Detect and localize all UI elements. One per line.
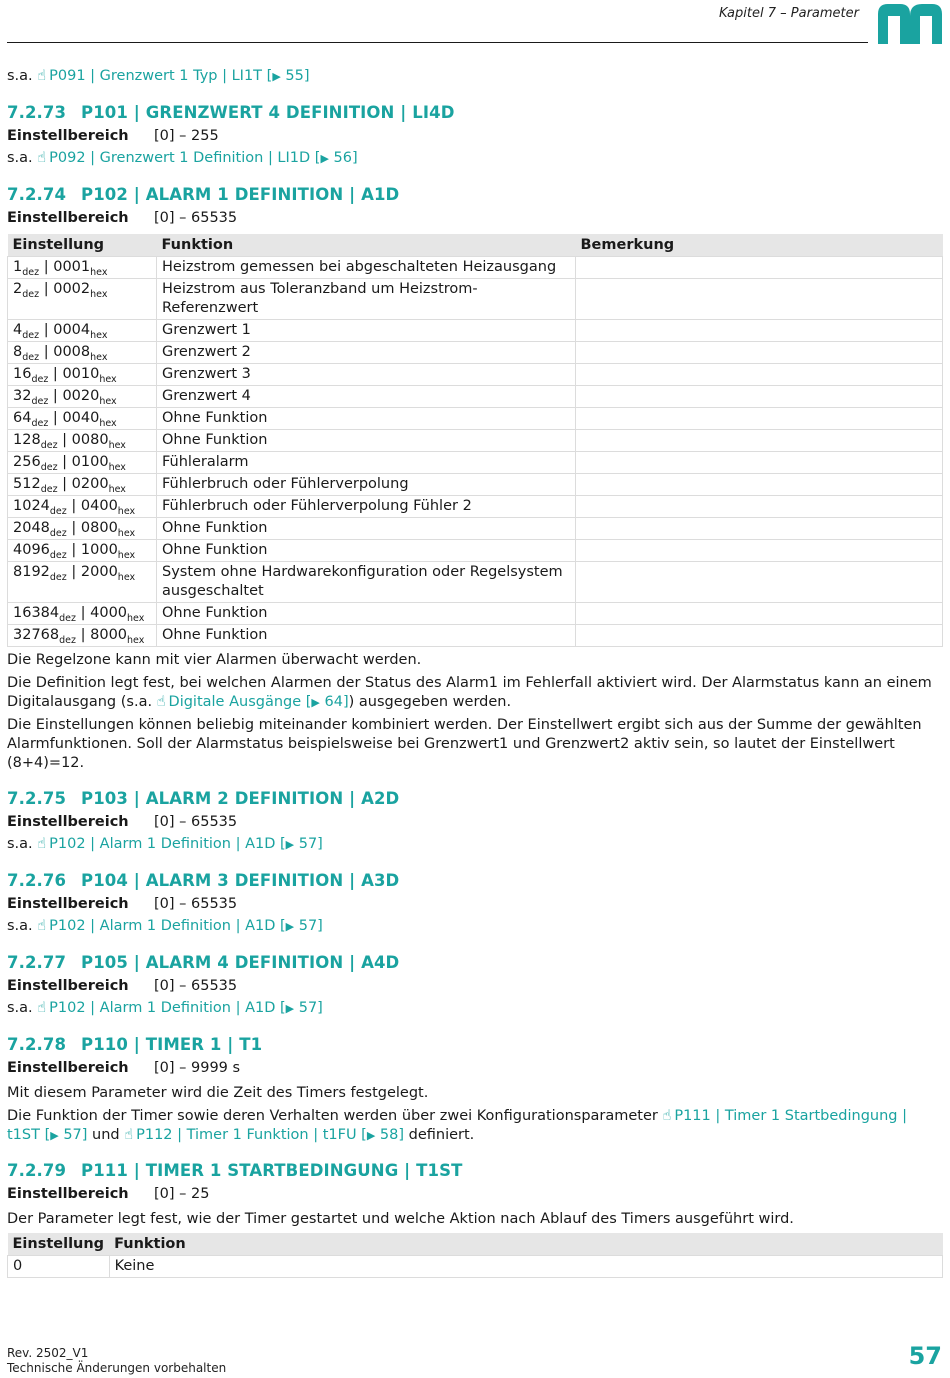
remark-cell bbox=[576, 408, 943, 430]
setting-cell: $2048_{dez}$ | $0800_{hex}$ bbox=[8, 518, 157, 540]
table-row bbox=[8, 562, 943, 603]
remark-cell bbox=[576, 279, 943, 320]
setting-cell: $8192_{dez}$ | $2000_{hex}$ bbox=[8, 562, 157, 603]
play-arrow-icon: ▶ bbox=[311, 696, 320, 709]
remark-cell bbox=[576, 386, 943, 408]
setting-cell: $8_{dez}$ | $0008_{hex}$ bbox=[8, 342, 157, 364]
function-cell: Ohne Funktion bbox=[157, 518, 576, 540]
section-heading: 7.2.73 P101 | GRENZWERT 4 DEFINITION | LI4D bbox=[7, 103, 455, 122]
setting-cell: $256_{dez}$ | $0100_{hex}$ bbox=[8, 452, 157, 474]
function-cell: Keine bbox=[109, 1256, 942, 1278]
remark-cell bbox=[576, 430, 943, 452]
main-content bbox=[7, 66, 943, 1278]
remark-cell bbox=[576, 474, 943, 496]
remark-cell bbox=[576, 603, 943, 625]
setting-range: Einstellbereich [0] – 255 bbox=[7, 128, 219, 144]
footer-revision bbox=[7, 1346, 226, 1376]
setting-cell: $4_{dez}$ | $0004_{hex}$ bbox=[8, 320, 157, 342]
ref-link[interactable]: ☝ P092 | Grenzwert 1 Definition | LI1D [▶ 56] bbox=[37, 150, 357, 166]
setting-cell: $128_{dez}$ | $0080_{hex}$ bbox=[8, 430, 157, 452]
revision-text: Rev. 2502_V1 bbox=[7, 1346, 89, 1360]
remark-cell bbox=[576, 320, 943, 342]
table-row bbox=[8, 364, 943, 386]
column-header: Funktion bbox=[109, 1233, 942, 1256]
function-cell: Ohne Funktion bbox=[157, 408, 576, 430]
header-divider bbox=[7, 42, 868, 43]
cross-reference: s.a. ☝ P102 | Alarm 1 Definition | A1D [▶ 57] bbox=[7, 916, 943, 937]
function-cell: Ohne Funktion bbox=[157, 540, 576, 562]
alarm-definition-table bbox=[7, 234, 943, 647]
hand-pointer-icon: ☝ bbox=[37, 918, 47, 934]
setting-range: Einstellbereich [0] – 65535 bbox=[7, 814, 238, 830]
setting-range: Einstellbereich [0] – 9999 s bbox=[7, 1060, 241, 1076]
ref-link[interactable]: ☝ Digitale Ausgänge [▶ 64] bbox=[156, 694, 349, 710]
paragraph: Der Parameter legt fest, wie der Timer gestartet und welche Aktion nach Ablauf des Timers ausgeführt wird. bbox=[7, 1211, 794, 1227]
function-cell: System ohne Hardwarekonfiguration oder Regelsystem ausgeschaltet bbox=[157, 562, 576, 603]
setting-cell: $4096_{dez}$ | $1000_{hex}$ bbox=[8, 540, 157, 562]
hand-pointer-icon: ☝ bbox=[37, 150, 47, 166]
play-arrow-icon: ▶ bbox=[320, 152, 329, 165]
setting-cell: $32768_{dez}$ | $8000_{hex}$ bbox=[8, 625, 157, 647]
setting-range: Einstellbereich [0] – 65535 bbox=[7, 978, 238, 994]
setting-cell: $2_{dez}$ | $0002_{hex}$ bbox=[8, 279, 157, 320]
function-cell: Ohne Funktion bbox=[157, 625, 576, 647]
hand-pointer-icon: ☝ bbox=[37, 836, 47, 852]
table-row bbox=[8, 518, 943, 540]
table-row bbox=[8, 1256, 943, 1278]
table-row bbox=[8, 625, 943, 647]
ref-prefix: s.a. bbox=[7, 68, 33, 84]
table-row bbox=[8, 386, 943, 408]
function-cell: Grenzwert 2 bbox=[157, 342, 576, 364]
paragraph: Die Definition legt fest, bei welchen Alarmen der Status des Alarm1 im Fehlerfall aktiviert wird. Der Alarmstatus kann an einem Digitalausgang (s.a. ☝ Digitale Ausgänge [▶ 64]) ausgegeben werden. bbox=[7, 675, 932, 710]
ref-link[interactable]: ☝ P091 | Grenzwert 1 Typ | LI1T [▶ 55] bbox=[37, 68, 309, 84]
table-row bbox=[8, 408, 943, 430]
cross-reference bbox=[7, 66, 943, 87]
section-heading: 7.2.76 P104 | ALARM 3 DEFINITION | A3D bbox=[7, 871, 400, 890]
column-header: Funktion bbox=[157, 234, 576, 257]
play-arrow-icon: ▶ bbox=[366, 1129, 376, 1142]
ref-link[interactable]: ☝ P111 | Timer 1 Startbedingung | t1ST [▶ 57] bbox=[7, 1108, 907, 1143]
play-arrow-icon: ▶ bbox=[285, 838, 295, 851]
setting-cell: $16_{dez}$ | $0010_{hex}$ bbox=[8, 364, 157, 386]
page-number: 57 bbox=[908, 1342, 942, 1370]
setting-cell: $1_{dez}$ | $0001_{hex}$ bbox=[8, 257, 157, 279]
hand-pointer-icon: ☝ bbox=[662, 1108, 672, 1124]
table-row bbox=[8, 320, 943, 342]
section-heading: 7.2.77 P105 | ALARM 4 DEFINITION | A4D bbox=[7, 953, 400, 972]
setting-cell: $16384_{dez}$ | $4000_{hex}$ bbox=[8, 603, 157, 625]
table-row bbox=[8, 430, 943, 452]
hand-pointer-icon: ☝ bbox=[124, 1127, 134, 1143]
function-cell: Ohne Funktion bbox=[157, 603, 576, 625]
table-row bbox=[8, 540, 943, 562]
hand-pointer-icon: ☝ bbox=[37, 1000, 47, 1016]
company-logo-icon bbox=[878, 4, 942, 44]
setting-cell: $1024_{dez}$ | $0400_{hex}$ bbox=[8, 496, 157, 518]
paragraph: Die Funktion der Timer sowie deren Verhalten werden über zwei Konfigurationsparameter ☝ P111 | Timer 1 Startbedingung | t1ST [▶ 57] und ☝ P112 | Timer 1 Funktion | t1FU [▶ 58] definiert. bbox=[7, 1108, 907, 1143]
function-cell: Fühlerbruch oder Fühlerverpolung Fühler 2 bbox=[157, 496, 576, 518]
hand-pointer-icon: ☝ bbox=[37, 68, 47, 84]
table-row bbox=[8, 257, 943, 279]
setting-cell: $32_{dez}$ | $0020_{hex}$ bbox=[8, 386, 157, 408]
table-row bbox=[8, 603, 943, 625]
remark-cell bbox=[576, 364, 943, 386]
setting-cell: 0 bbox=[8, 1256, 110, 1278]
function-cell: Heizstrom gemessen bei abgeschalteten Heizausgang bbox=[157, 257, 576, 279]
ref-link[interactable]: ☝ P102 | Alarm 1 Definition | A1D [▶ 57] bbox=[37, 836, 323, 852]
remark-cell bbox=[576, 496, 943, 518]
setting-cell: $512_{dez}$ | $0200_{hex}$ bbox=[8, 474, 157, 496]
remark-cell bbox=[576, 342, 943, 364]
ref-link[interactable]: ☝ P102 | Alarm 1 Definition | A1D [▶ 57] bbox=[37, 1000, 323, 1016]
remark-cell bbox=[576, 625, 943, 647]
paragraph: Die Regelzone kann mit vier Alarmen überwacht werden. bbox=[7, 652, 422, 668]
setting-range: Einstellbereich [0] – 65535 bbox=[7, 210, 238, 226]
remark-cell bbox=[576, 562, 943, 603]
table-row bbox=[8, 496, 943, 518]
play-arrow-icon: ▶ bbox=[272, 70, 281, 83]
cross-reference: s.a. ☝ P102 | Alarm 1 Definition | A1D [▶ 57] bbox=[7, 998, 943, 1019]
paragraph: Mit diesem Parameter wird die Zeit des Timers festgelegt. bbox=[7, 1085, 429, 1101]
section-heading: 7.2.79 P111 | TIMER 1 STARTBEDINGUNG | T1ST bbox=[7, 1161, 463, 1180]
remark-cell bbox=[576, 257, 943, 279]
section-heading: 7.2.78 P110 | TIMER 1 | T1 bbox=[7, 1035, 263, 1054]
hand-pointer-icon: ☝ bbox=[156, 694, 166, 710]
cross-reference: s.a. ☝ P092 | Grenzwert 1 Definition | LI1D [▶ 56] bbox=[7, 148, 943, 169]
column-header: Einstellung bbox=[8, 234, 157, 257]
ref-link[interactable]: ☝ P102 | Alarm 1 Definition | A1D [▶ 57] bbox=[37, 918, 323, 934]
section-heading: 7.2.74 P102 | ALARM 1 DEFINITION | A1D bbox=[7, 185, 400, 204]
table-row bbox=[8, 342, 943, 364]
function-cell: Fühleralarm bbox=[157, 452, 576, 474]
timer-start-table bbox=[7, 1233, 943, 1278]
setting-range: Einstellbereich [0] – 25 bbox=[7, 1186, 210, 1202]
play-arrow-icon: ▶ bbox=[50, 1129, 59, 1142]
remark-cell bbox=[576, 452, 943, 474]
function-cell: Fühlerbruch oder Fühlerverpolung bbox=[157, 474, 576, 496]
table-row bbox=[8, 452, 943, 474]
function-cell: Heizstrom aus Toleranzband um Heizstrom-Referenzwert bbox=[157, 279, 576, 320]
footer-note: Technische Änderungen vorbehalten bbox=[7, 1361, 227, 1375]
section-heading: 7.2.75 P103 | ALARM 2 DEFINITION | A2D bbox=[7, 789, 400, 808]
remark-cell bbox=[576, 540, 943, 562]
function-cell: Grenzwert 3 bbox=[157, 364, 576, 386]
play-arrow-icon: ▶ bbox=[285, 920, 295, 933]
play-arrow-icon: ▶ bbox=[285, 1002, 295, 1015]
chapter-title: Kapitel 7 – Parameter bbox=[719, 6, 859, 21]
table-row bbox=[8, 279, 943, 320]
column-header: Einstellung bbox=[8, 1233, 110, 1256]
setting-cell: $64_{dez}$ | $0040_{hex}$ bbox=[8, 408, 157, 430]
function-cell: Grenzwert 4 bbox=[157, 386, 576, 408]
cross-reference: s.a. ☝ P102 | Alarm 1 Definition | A1D [▶ 57] bbox=[7, 834, 943, 855]
table-row bbox=[8, 474, 943, 496]
remark-cell bbox=[576, 518, 943, 540]
function-cell: Grenzwert 1 bbox=[157, 320, 576, 342]
column-header: Bemerkung bbox=[576, 234, 943, 257]
setting-range: Einstellbereich [0] – 65535 bbox=[7, 896, 238, 912]
paragraph: Die Einstellungen können beliebig miteinander kombiniert werden. Der Einstellwert ergibt sich aus der Summe der gewählten Alarmfunktionen. Soll der Alarmstatus beispielsweise bei Grenzwert1 und Grenzwert2 aktiv sein, so lautet der Einstellwert (8+4)=12. bbox=[7, 717, 922, 771]
function-cell: Ohne Funktion bbox=[157, 430, 576, 452]
ref-link[interactable]: ☝ P112 | Timer 1 Funktion | t1FU [▶ 58] bbox=[124, 1127, 405, 1143]
